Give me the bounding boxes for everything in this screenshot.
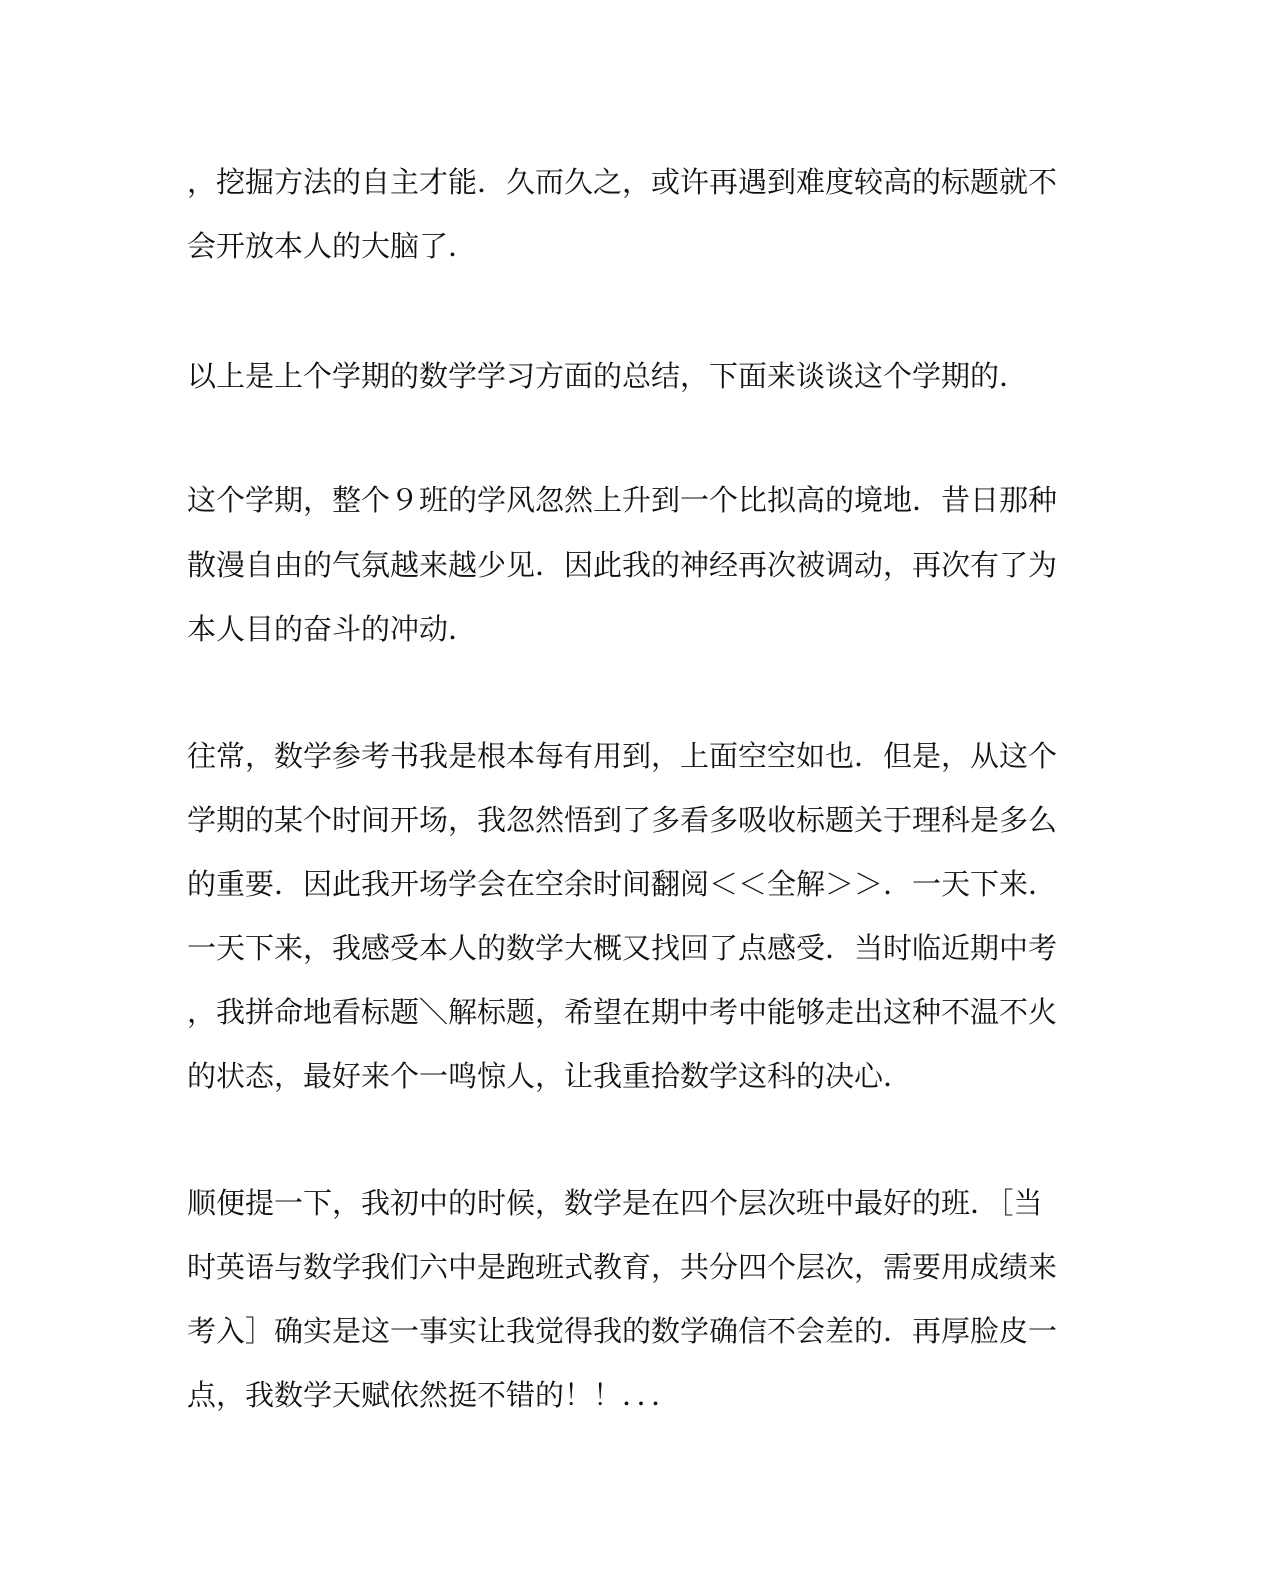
text-line: 本人目的奋斗的冲动． <box>187 612 478 646</box>
text-line: ，挖掘方法的自主才能．久而久之，或许再遇到难度较高的标题就不 <box>187 165 1058 199</box>
text-line: 顺便提一下，我初中的时候，数学是在四个层次班中最好的班．［当 <box>187 1186 1043 1220</box>
text-line: 这个学期，整个９班的学风忽然上升到一个比拟高的境地．昔日那种 <box>187 483 1058 517</box>
text-line: ，我拼命地看标题＼解标题，希望在期中考中能够走出这种不温不火 <box>187 995 1058 1029</box>
text-line: 的状态，最好来个一鸣惊人，让我重拾数学这科的决心． <box>187 1059 913 1093</box>
text-line: 学期的某个时间开场，我忽然悟到了多看多吸收标题关于理科是多么 <box>187 803 1058 837</box>
text-line: 以上是上个学期的数学学习方面的总结，下面来谈谈这个学期的． <box>187 359 1029 393</box>
text-line: 往常，数学参考书我是根本每有用到，上面空空如也．但是，从这个 <box>187 739 1058 773</box>
text-line: 会开放本人的大脑了． <box>187 229 478 263</box>
text-line: 时英语与数学我们六中是跑班式教育，共分四个层次，需要用成绩来 <box>187 1250 1058 1284</box>
text-line: 的重要．因此我开场学会在空余时间翻阅＜＜全解＞＞．一天下来． <box>187 867 1058 901</box>
text-line: 散漫自由的气氛越来越少见．因此我的神经再次被调动，再次有了为 <box>187 548 1058 582</box>
text-line: 一天下来，我感受本人的数学大概又找回了点感受．当时临近期中考 <box>187 931 1058 965</box>
text-line: 考入］确实是这一事实让我觉得我的数学确信不会差的．再厚脸皮一 <box>187 1314 1058 1348</box>
text-line: 点，我数学天赋依然挺不错的！！．．． <box>187 1378 681 1412</box>
